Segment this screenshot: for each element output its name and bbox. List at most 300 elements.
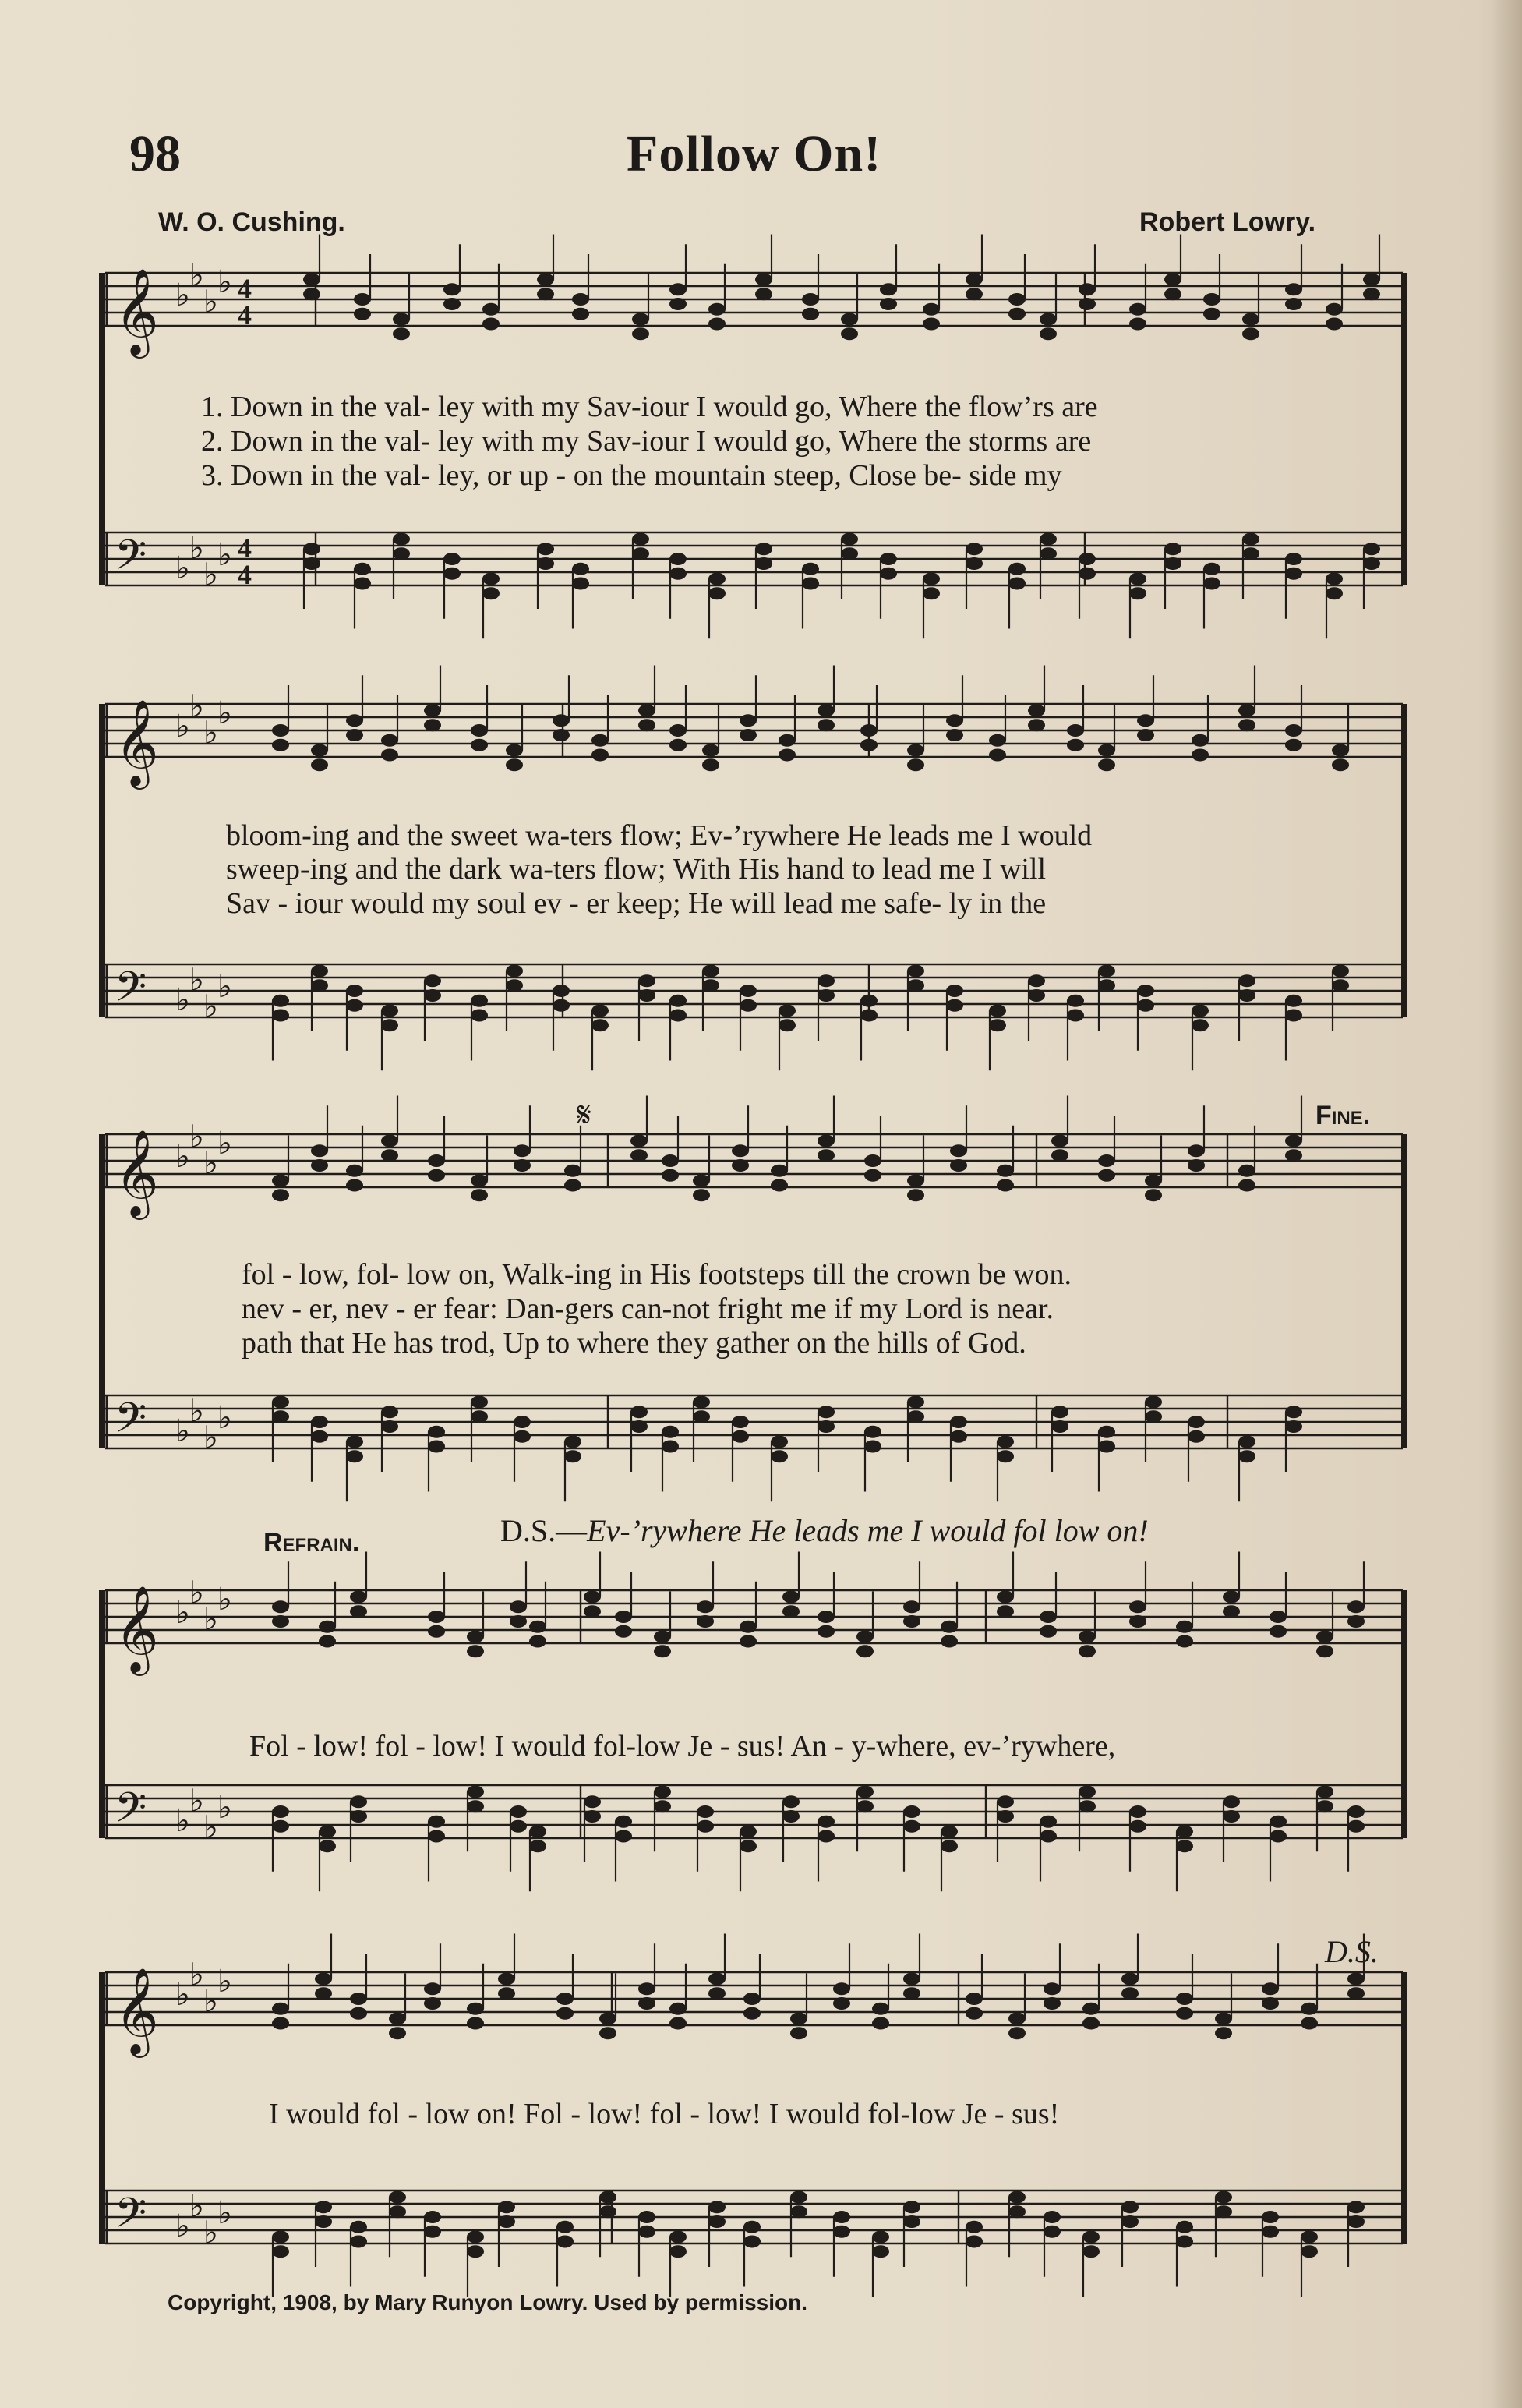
note-head [702,979,719,992]
note-head [471,1189,488,1201]
note-head [1129,303,1146,316]
note-head [950,1416,967,1428]
note-head [272,2003,289,2015]
note-head [381,1420,398,1433]
note-head [1238,705,1255,717]
note-head [1203,293,1220,306]
note-head [1098,965,1115,978]
flat-sign: ♭ [189,1393,204,1430]
note-head [1188,1416,1205,1428]
note-head [553,729,570,741]
note-head [1285,1009,1302,1021]
note-head [467,2245,484,2258]
flat-sign: ♭ [175,1413,190,1449]
note-head [697,1820,714,1833]
note-head [354,293,371,306]
note-head [311,744,328,757]
note-head [393,313,410,326]
note-head [1145,1189,1162,1201]
ds-lyric-line [500,1512,1149,1549]
note-head [1215,2191,1232,2204]
note-head [1326,303,1343,316]
system-bracket [99,1590,105,1838]
note-head [903,1987,920,2000]
system-bracket [99,273,105,585]
note-head [1040,1816,1057,1828]
note-head [443,283,461,295]
note-head [702,965,719,978]
note-head [1347,1820,1365,1833]
note-head [424,989,441,1002]
flat-sign: ♭ [203,557,218,593]
note-head [311,758,328,771]
note-head [697,1805,714,1818]
note-head [1347,1600,1365,1613]
note-head [856,1631,874,1643]
flat-sign: ♭ [217,695,232,731]
note-head [428,1169,445,1182]
note-head [1008,293,1026,306]
note-head [1332,758,1349,771]
time-signature: 4 [238,299,252,331]
note-head [1270,1611,1287,1623]
note-head [630,1406,648,1418]
note-head [1129,1600,1146,1613]
note-head [1028,719,1045,731]
note-head [903,2215,920,2228]
flat-sign: ♭ [217,1400,232,1436]
note-head [1098,1169,1115,1182]
note-head [1051,1406,1068,1418]
note-head [702,758,719,771]
note-head [1176,1840,1193,1852]
note-head [350,1795,367,1808]
note-head [381,1149,398,1162]
note-head [467,2003,484,2015]
note-head [697,1600,714,1613]
note-head [818,989,835,1002]
note-head [319,1635,336,1647]
note-head [471,995,488,1007]
note-head [1242,313,1259,326]
note-head [693,1175,710,1187]
note-head [997,1795,1014,1808]
note-head [1188,1430,1205,1443]
note-head [669,2231,687,2244]
note-head [1098,744,1115,757]
note-head [818,1625,835,1638]
note-head [482,303,500,316]
note-head [346,1179,363,1191]
note-head [743,2007,761,2020]
note-head [599,2205,616,2218]
note-head [1008,2191,1026,2204]
ds-marking: D.S. [1325,1934,1379,1969]
note-head [966,288,983,300]
note-head [732,1159,749,1172]
note-head [393,533,410,546]
note-head [482,587,500,599]
note-head [272,1615,289,1628]
note-head [591,1005,609,1017]
note-head [1285,1406,1302,1418]
note-head [779,1019,796,1031]
note-head [779,734,796,747]
note-head [632,327,649,340]
note-head [553,714,570,727]
note-head [818,719,835,731]
note-head [1079,1631,1096,1643]
note-head [1347,1987,1365,2000]
note-head [1223,1591,1240,1604]
note-head [1188,1159,1205,1172]
note-head [907,758,924,771]
note-head [1129,1805,1146,1818]
note-head [1067,739,1084,751]
note-head [350,1993,367,2005]
note-head [864,1426,881,1438]
note-head [471,1009,488,1021]
note-head [732,1144,749,1157]
note-head [1316,1631,1333,1643]
note-head [381,1406,398,1418]
final-barline [1401,1590,1407,1838]
note-head [1176,1635,1193,1647]
note-head [833,1982,850,1995]
note-head [311,1144,328,1157]
note-head [1079,1645,1096,1657]
note-head [997,1165,1014,1177]
note-head [1238,1165,1255,1177]
note-head [654,1800,671,1812]
note-head [782,1605,800,1618]
note-head [467,2231,484,2244]
flat-sign: ♭ [175,1595,190,1631]
flat-sign: ♭ [175,1803,190,1839]
note-head [630,1420,648,1433]
flat-sign: ♭ [175,709,190,744]
note-head [599,2013,616,2025]
note-head [669,568,687,580]
note-head [632,533,649,546]
final-barline [1401,704,1407,1017]
note-head [556,1993,574,2005]
note-head [818,1406,835,1418]
note-head [471,724,488,737]
note-head [1008,577,1026,589]
note-head [630,1135,648,1147]
note-head [1121,2201,1139,2213]
note-head [506,965,523,978]
note-head [669,283,687,295]
lyric-line: nev - er, nev - er fear: Dan-gers can-not fright me if my Lord is near. [242,1292,1054,1325]
note-head [1326,317,1343,330]
note-head [1082,2231,1100,2244]
bass-clef: 𝄢 [115,532,147,589]
note-head [708,317,726,330]
note-head [880,283,897,295]
note-head [319,1621,336,1633]
note-head [1363,543,1380,555]
note-head [708,587,726,599]
note-head [662,1154,679,1167]
note-head [907,1175,924,1187]
note-head [966,2221,983,2233]
note-head [880,568,897,580]
system-bracket [99,1972,105,2244]
flat-sign: ♭ [189,2188,204,2225]
note-head [498,1973,515,1985]
note-head [907,979,924,992]
note-head [841,313,858,326]
note-head [1176,2235,1193,2247]
note-head [1332,979,1349,992]
flat-sign: ♭ [217,264,232,300]
note-head [529,1621,546,1633]
note-head [923,587,940,599]
note-head [591,1019,609,1031]
flat-sign: ♭ [203,1420,218,1456]
note-head [638,705,655,717]
note-head [856,1800,874,1812]
note-head [354,563,371,575]
note-head [443,568,461,580]
note-head [529,1840,546,1852]
note-head [1008,308,1026,320]
note-head [662,1426,679,1438]
note-head [872,2231,889,2244]
note-head [654,1631,671,1643]
note-head [272,1175,289,1187]
flat-sign: ♭ [217,537,232,573]
note-head [997,1810,1014,1823]
note-head [467,1631,484,1643]
note-head [1285,553,1302,565]
note-head [467,2017,484,2029]
note-head [697,1615,714,1628]
note-head [272,1189,289,1201]
note-head [880,298,897,310]
note-head [1285,724,1302,737]
note-head [1008,2205,1026,2218]
note-head [782,1591,800,1604]
note-head [732,1430,749,1443]
note-head [1347,1973,1365,1985]
note-head [1188,1144,1205,1157]
note-head [272,2245,289,2258]
note-head [1008,2013,1026,2025]
note-head [989,1005,1006,1017]
note-head [424,719,441,731]
flat-sign: ♭ [203,1145,218,1182]
note-head [1192,748,1209,761]
flat-sign: ♭ [189,688,204,725]
note-head [350,2007,367,2020]
note-head [1316,1786,1333,1798]
note-head [1044,2211,1061,2223]
flat-sign: ♭ [175,278,190,313]
note-head [693,1189,710,1201]
note-head [1079,298,1096,310]
note-head [471,1410,488,1423]
note-head [856,1645,874,1657]
note-head [346,714,363,727]
note-head [1008,2027,1026,2039]
flat-sign: ♭ [175,1139,190,1175]
note-head [907,744,924,757]
bass-clef: 𝄢 [115,1395,147,1452]
note-head [708,303,726,316]
treble-clef: 𝄞 [115,1129,159,1216]
note-head [662,1169,679,1182]
note-head [740,729,757,741]
note-head [514,1159,531,1172]
note-head [615,1611,632,1623]
note-head [669,1009,687,1021]
note-head [802,308,819,320]
note-head [510,1820,527,1833]
lyric-line: Fol - low! fol - low! I would fol-low Je - sus! An - y-where, ev-’rywhere, [249,1730,1116,1763]
note-head [584,1605,601,1618]
note-head [1223,1810,1240,1823]
note-head [740,1621,757,1633]
note-head [346,985,363,997]
note-head [1285,1135,1302,1147]
note-head [599,2027,616,2039]
lyricist-credit: W. O. Cushing. [158,207,345,237]
note-head [1285,1149,1302,1162]
note-head [389,2205,406,2218]
lyric-line: bloom-ing and the sweet wa-ters flow; Ev-’rywhere He leads me I would [226,819,1093,852]
copyright-notice: Copyright, 1908, by Mary Runyon Lowry. Used by permission. [168,2290,807,2314]
note-head [1262,2226,1279,2238]
note-head [638,989,655,1002]
note-head [907,1396,924,1409]
note-head [743,2235,761,2247]
lyric-line: Sav - iour would my soul ev - er keep; He will lead me safe- ly in the [226,887,1047,920]
note-head [346,999,363,1012]
note-head [1040,1611,1057,1623]
note-head [669,553,687,565]
note-head [989,748,1006,761]
note-head [708,2215,726,2228]
note-head [615,1830,632,1842]
system-bracket [99,704,105,1017]
note-head [946,985,963,997]
note-head [564,1450,581,1462]
note-head [903,1973,920,1985]
note-head [272,2231,289,2244]
note-head [771,1179,788,1191]
note-head [790,2013,807,2025]
note-head [272,724,289,737]
note-head [1332,965,1349,978]
note-head [1079,553,1096,565]
note-head [669,739,687,751]
note-head [272,2017,289,2029]
note-head [482,573,500,585]
note-head [346,1165,363,1177]
treble-clef: 𝄞 [115,1585,159,1672]
note-head [428,1154,445,1167]
note-head [428,1611,445,1623]
note-head [743,2221,761,2233]
ds-prefix: D.S.— [500,1513,588,1548]
note-head [1270,1625,1287,1638]
note-head [1121,1987,1139,2000]
note-head [1040,313,1057,326]
flat-sign: ♭ [175,2208,190,2244]
note-head [311,979,328,992]
note-head [424,974,441,987]
flat-sign: ♭ [203,284,218,320]
note-head [923,317,940,330]
note-head [903,1615,920,1628]
note-head [1238,974,1255,987]
note-head [1129,573,1146,585]
note-head [1238,1179,1255,1191]
note-head [1262,1997,1279,2010]
note-head [872,2245,889,2258]
note-head [966,2235,983,2247]
note-head [903,1600,920,1613]
note-head [1164,288,1181,300]
note-head [1238,719,1255,731]
page-number: 98 [129,126,181,182]
treble-clef: 𝄞 [115,1967,159,2054]
note-head [997,1436,1014,1448]
fine-marking: Fine. [1315,1101,1371,1130]
note-head [584,1591,601,1604]
composer-credit: Robert Lowry. [1139,207,1316,237]
note-head [1079,568,1096,580]
flat-sign: ♭ [189,1119,204,1155]
note-head [802,577,819,589]
final-barline [1401,1972,1407,2244]
note-head [997,1450,1014,1462]
final-barline [1401,273,1407,585]
note-head [755,557,772,570]
note-head [428,1625,445,1638]
note-head [1051,1149,1068,1162]
note-head [860,1009,878,1021]
note-head [428,1816,445,1828]
note-head [841,533,858,546]
note-head [393,547,410,560]
note-head [1137,714,1154,727]
note-head [923,573,940,585]
note-head [1285,1420,1302,1433]
note-head [482,317,500,330]
note-head [1242,327,1259,340]
note-head [615,1625,632,1638]
note-head [311,965,328,978]
note-head [1079,1786,1096,1798]
note-head [1082,2003,1100,2015]
note-head [1192,1019,1209,1031]
flat-sign: ♭ [203,988,218,1025]
treble-clef: 𝄞 [115,267,159,355]
note-head [702,744,719,757]
note-head [693,1410,710,1423]
note-head [537,543,554,555]
note-head [1347,2201,1365,2213]
note-head [638,719,655,731]
note-head [966,274,983,286]
bass-clef: 𝄢 [115,964,147,1021]
lyric-line: I would fol - low on! Fol - low! fol - low! I would fol-low Je - sus! [269,2098,1060,2130]
note-head [740,985,757,997]
